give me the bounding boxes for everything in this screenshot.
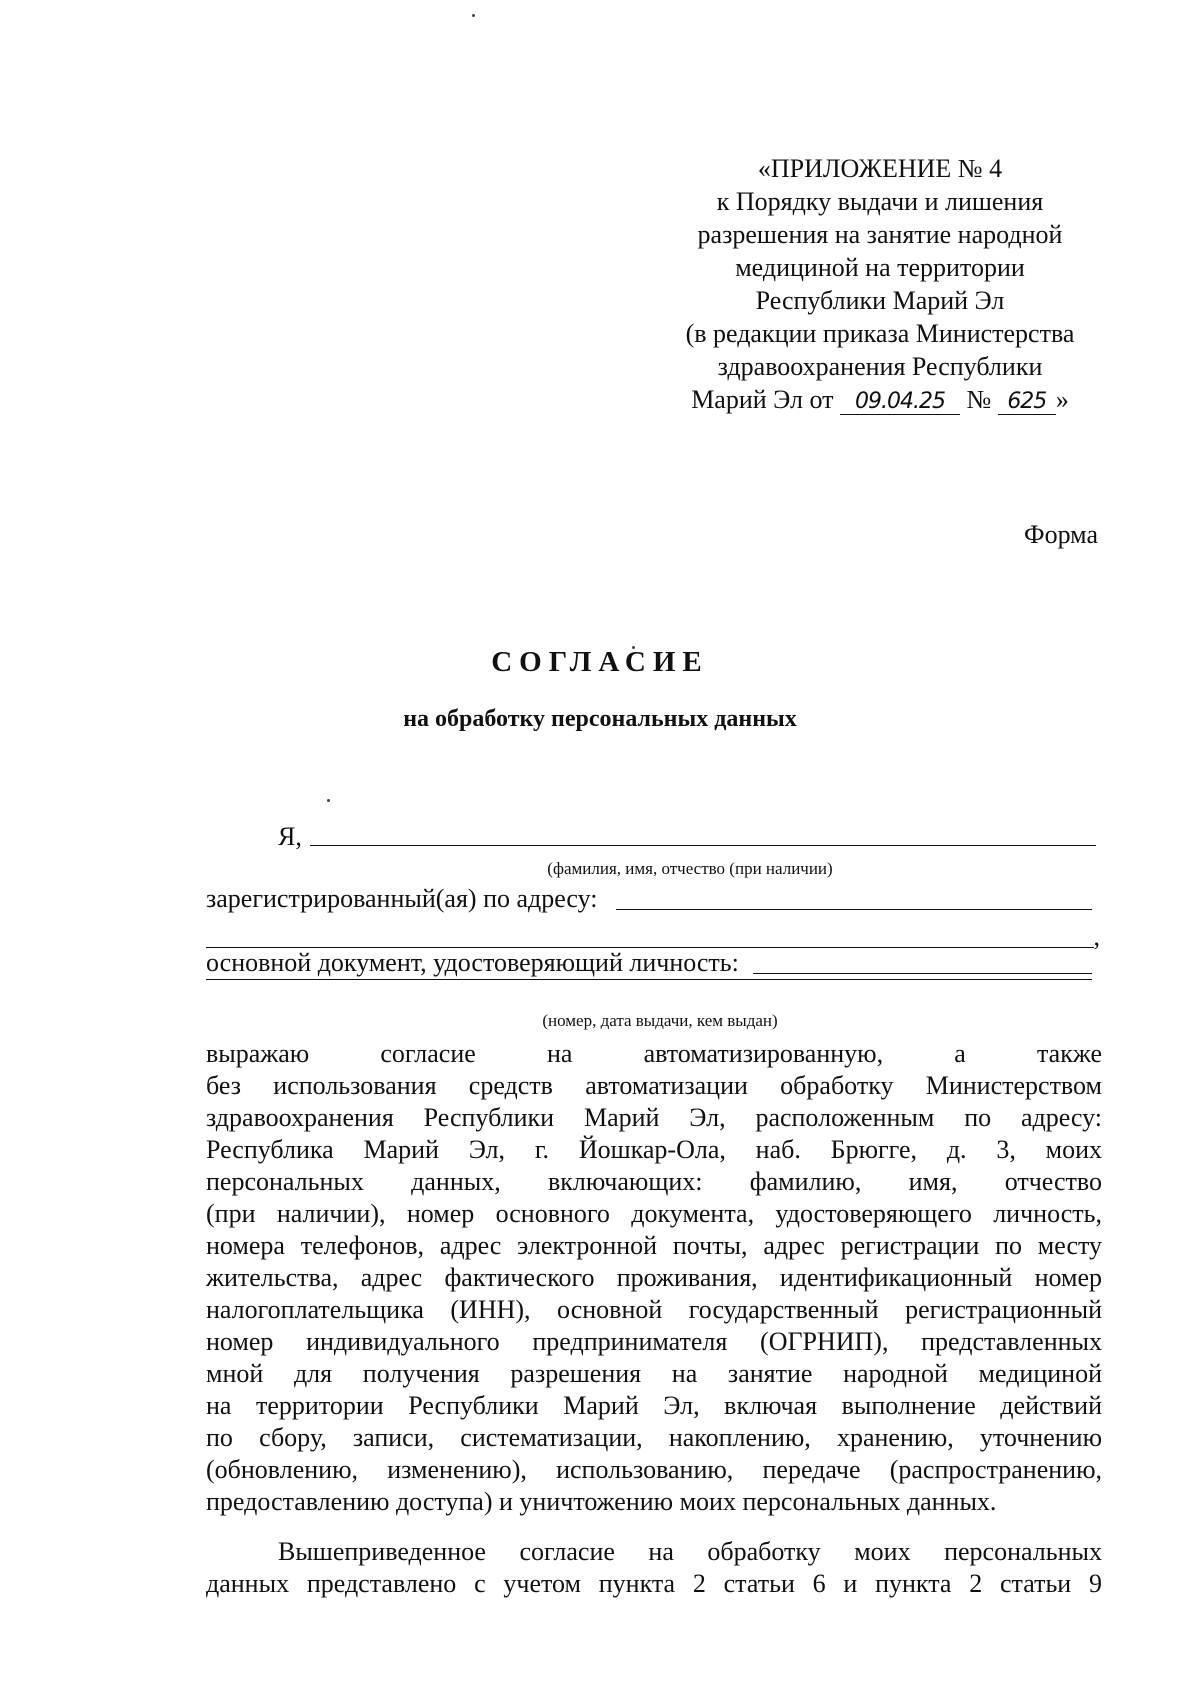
paragraph-line: номер индивидуального предпринимателя (ОГРНИП), представленных: [206, 1327, 1102, 1356]
closing-quote: »: [1055, 385, 1069, 414]
appendix-date-line: [660, 383, 1100, 416]
appendix-line: медициной на территории: [735, 253, 1025, 282]
scan-speck: [472, 14, 475, 17]
paragraph-line: на территории Республики Марий Эл, включая выполнение действий: [206, 1391, 1102, 1420]
paragraph-line: данных представлено с учетом пункта 2 статьи 6 и пункта 2 статьи 9: [206, 1569, 1102, 1598]
paragraph-line: номера телефонов, адрес электронной почты, адрес регистрации по месту: [206, 1231, 1102, 1260]
paragraph-line: (обновлению, изменению), использованию, передаче (распространению,: [206, 1455, 1102, 1484]
document-caption: (номер, дата выдачи, кем выдан): [542, 1011, 778, 1030]
paragraph-line: по сбору, записи, систематизации, накоплению, хранению, уточнению: [206, 1423, 1102, 1452]
fio-line[interactable]: [310, 844, 1096, 846]
consent-paragraph-2: [206, 1536, 1102, 1600]
document-row: [206, 948, 1092, 978]
appendix-line: к Порядку выдачи и лишения: [716, 187, 1044, 216]
fio-caption: (фамилия, имя, отчество (при наличии): [547, 859, 833, 878]
address-label: зарегистрированный(ая) по адресу:: [206, 884, 598, 913]
paragraph-line: персональных данных, включающих: фамилию, имя, отчество: [206, 1167, 1102, 1196]
fio-row: [278, 822, 1096, 852]
appendix-line: разрешения на занятие народной: [697, 220, 1063, 249]
address-comma: ,: [1093, 922, 1100, 951]
paragraph-line: Республика Марий Эл, г. Йошкар-Ола, наб. Брюгге, д. 3, моих: [206, 1135, 1102, 1164]
appendix-line: здравоохранения Республики: [717, 352, 1043, 381]
paragraph-line: предоставлению доступа) и уничтожению моих персональных данных.: [206, 1487, 997, 1516]
document-label: основной документ, удостоверяющий личность:: [206, 948, 739, 977]
document-title: СОГЛАСИЕ: [491, 646, 709, 678]
appendix-line: Республики Марий Эл: [755, 286, 1005, 315]
consent-paragraph: [206, 1038, 1102, 1518]
paragraph-line: без использования средств автоматизации обработку Министерством: [206, 1071, 1102, 1100]
appendix-line: (в редакции приказа Министерства: [685, 319, 1075, 348]
paragraph-line: жительства, адрес фактического проживания, идентификационный номер: [206, 1263, 1102, 1292]
appendix-date-prefix: Марий Эл от: [691, 385, 834, 414]
number-sign: №: [966, 385, 992, 414]
appendix-line: «ПРИЛОЖЕНИЕ № 4: [757, 154, 1003, 183]
appendix-header: [660, 152, 1100, 416]
paragraph-line: (при наличии), номер основного документа, удостоверяющего личность,: [206, 1199, 1102, 1228]
address-row: [206, 884, 1092, 914]
handwritten-date: 09.04.25: [840, 390, 960, 415]
paragraph-line: здравоохранения Республики Марий Эл, расположенным по адресу:: [206, 1103, 1102, 1132]
paragraph-line: налогоплательщика (ИНН), основной государственный регистрационный: [206, 1295, 1102, 1324]
form-label: Форма: [1024, 520, 1098, 549]
document-subtitle: на обработку персональных данных: [403, 706, 797, 732]
scan-speck: [327, 799, 330, 802]
document-row-2: [206, 978, 1092, 984]
document-line-1[interactable]: [753, 972, 1092, 974]
address-line-1[interactable]: [616, 908, 1092, 910]
paragraph-line: Вышеприведенное согласие на обработку моих персональных: [278, 1537, 1102, 1566]
paragraph-line: выражаю согласие на автоматизированную, а также: [206, 1039, 1102, 1068]
paragraph-line: мной для получения разрешения на занятие народной медициной: [206, 1359, 1102, 1388]
handwritten-number: 625: [998, 390, 1056, 415]
document-line-2[interactable]: [206, 978, 1092, 980]
fio-label: Я,: [278, 822, 302, 851]
